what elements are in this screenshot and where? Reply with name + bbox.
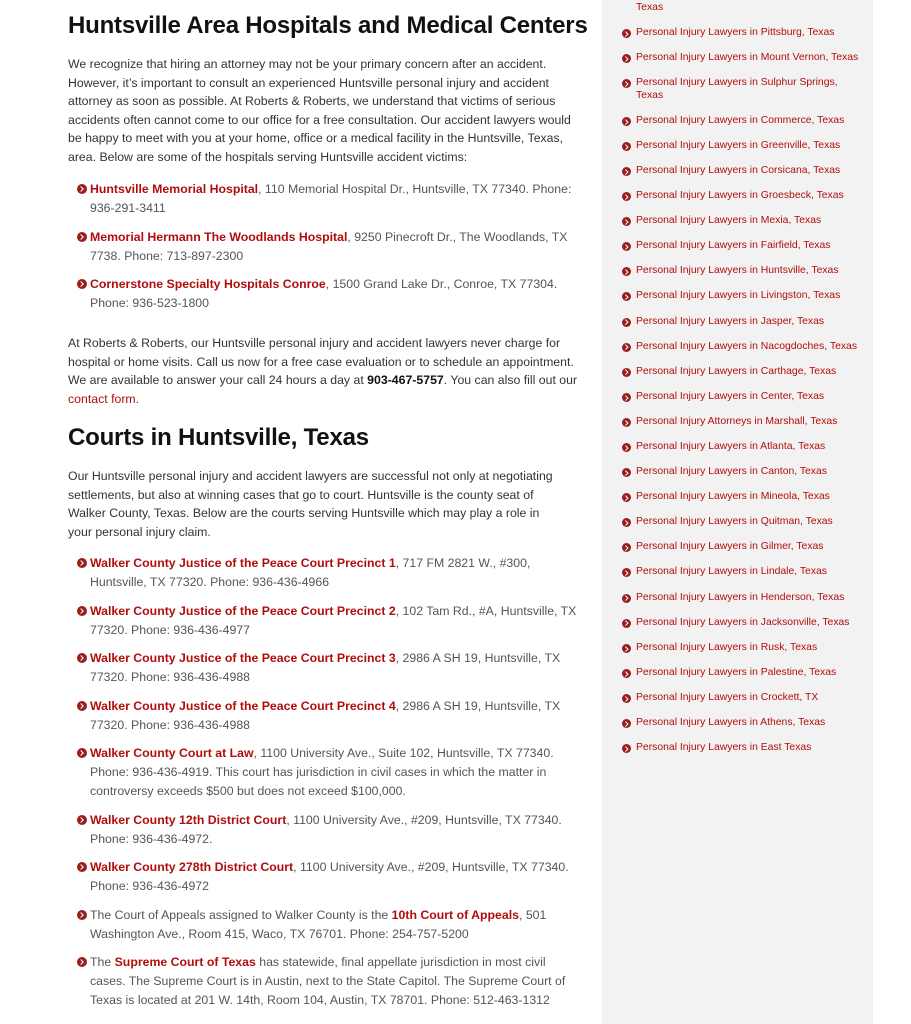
- sidebar-link[interactable]: [622, 391, 862, 404]
- hospital-link[interactable]: Memorial Hermann The Woodlands Hospital: [90, 229, 348, 244]
- sidebar-link-label: Personal Injury Lawyers in Nacogdoches, Texas: [636, 340, 858, 352]
- arrow-circle-icon: [622, 594, 631, 603]
- list-item: [68, 554, 580, 592]
- hospital-details: , 9250 Pinecroft Dr., The Woodlands, TX 7738. Phone: 713-897-2300: [90, 229, 568, 263]
- sidebar-link-label: Personal Injury Lawyers in Jasper, Texas: [636, 315, 825, 327]
- sidebar-link[interactable]: [622, 165, 862, 178]
- arrow-circle-icon: [622, 669, 631, 678]
- arrow-circle-icon: [622, 368, 631, 377]
- court-details: , 717 FM 2821 W., #300, Huntsville, TX 77320. Phone: 936-436-4966: [90, 556, 531, 589]
- sidebar-link[interactable]: [622, 491, 862, 504]
- arrow-circle-icon: [77, 606, 87, 616]
- arrow-circle-icon: [622, 79, 631, 88]
- list-item: [68, 953, 580, 1010]
- sidebar-link-label: Personal Injury Lawyers in Fairfield, Texas: [636, 240, 831, 252]
- sidebar-link[interactable]: [622, 366, 862, 379]
- list-item: [68, 602, 580, 640]
- sidebar-link[interactable]: [622, 27, 862, 40]
- arrow-circle-icon: [77, 279, 87, 289]
- sidebar-link-label: Personal Injury Lawyers in Quitman, Texas: [636, 516, 833, 528]
- court-link[interactable]: Walker County Court at Law: [90, 746, 254, 760]
- court-link[interactable]: Supreme Court of Texas: [114, 955, 256, 969]
- arrow-circle-icon: [622, 644, 631, 653]
- court-details: , 1100 University Ave., Suite 102, Huntsville, TX 77340. Phone: 936-436-4919. This court has jurisdiction in civil cases in which the matter in controversy exceeds $500 but does not exceed $100,000.: [90, 746, 554, 798]
- arrow-circle-icon: [77, 957, 87, 967]
- hospital-list: [68, 180, 580, 323]
- sidebar-link-label: Personal Injury Lawyers in Center, Texas: [636, 390, 825, 402]
- list-item: [68, 228, 580, 266]
- court-intro-text: The Court of Appeals assigned to Walker County is the: [90, 907, 392, 922]
- sidebar-link-label: Personal Injury Lawyers in Huntsville, Texas: [636, 265, 839, 277]
- sidebar-link-label: Personal Injury Lawyers in Rusk, Texas: [636, 641, 818, 653]
- sidebar-link[interactable]: [622, 316, 862, 329]
- sidebar-partial-item[interactable]: Texas: [636, 2, 664, 13]
- list-item: [68, 275, 580, 313]
- sidebar-link-label: Personal Injury Lawyers in Palestine, Texas: [636, 666, 837, 678]
- sidebar-link-label: Personal Injury Lawyers in Mexia, Texas: [636, 215, 822, 227]
- sidebar-link-label: Personal Injury Attorneys in Marshall, Texas: [636, 415, 838, 427]
- sidebar-link-label: Personal Injury Lawyers in Mount Vernon, Texas: [636, 52, 859, 64]
- contact-form-link[interactable]: contact form: [68, 391, 136, 406]
- arrow-circle-icon: [622, 217, 631, 226]
- arrow-circle-icon: [622, 192, 631, 201]
- arrow-circle-icon: [622, 518, 631, 527]
- arrow-circle-icon: [622, 694, 631, 703]
- arrow-circle-icon: [77, 862, 87, 872]
- sidebar-link[interactable]: [622, 667, 862, 680]
- sidebar-link[interactable]: [622, 441, 862, 454]
- sidebar-link[interactable]: [622, 265, 862, 278]
- sidebar-link[interactable]: [622, 617, 862, 630]
- court-details: , 1100 University Ave., #209, Huntsville, TX 77340. Phone: 936-436-4972: [90, 860, 569, 893]
- sidebar-link[interactable]: [622, 642, 862, 655]
- hospitals-closing: [68, 334, 578, 408]
- sidebar-link-label: Personal Injury Lawyers in Jacksonville, Texas: [636, 616, 850, 628]
- arrow-circle-icon: [622, 493, 631, 502]
- closing-text: At Roberts & Roberts, our Huntsville personal injury and accident lawyers never charge for hospital or home visits. Call us now for a free case evaluation or to schedule an appointment. We are available to answer your call 24 hours a day at: [68, 336, 574, 388]
- arrow-circle-icon: [77, 910, 87, 920]
- sidebar-link[interactable]: [622, 240, 862, 253]
- sidebar-link[interactable]: [622, 541, 862, 554]
- sidebar-link[interactable]: [622, 290, 862, 303]
- arrow-circle-icon: [77, 558, 87, 568]
- arrow-circle-icon: [77, 232, 87, 242]
- arrow-circle-icon: [77, 653, 87, 663]
- arrow-circle-icon: [622, 318, 631, 327]
- sidebar-link[interactable]: [622, 592, 862, 605]
- arrow-circle-icon: [622, 393, 631, 402]
- sidebar-link-label: Personal Injury Lawyers in Mineola, Texas: [636, 491, 830, 503]
- sidebar-link-label: Personal Injury Lawyers in Gilmer, Texas: [636, 541, 824, 553]
- list-item: [68, 697, 580, 735]
- arrow-circle-icon: [77, 701, 87, 711]
- phone-number[interactable]: 903-467-5757: [367, 373, 444, 388]
- court-link[interactable]: Walker County Justice of the Peace Court Precinct 2: [90, 603, 396, 618]
- sidebar-link-label: Personal Injury Lawyers in Corsicana, Texas: [636, 164, 841, 176]
- hospital-link[interactable]: Cornerstone Specialty Hospitals Conroe: [90, 277, 326, 291]
- closing-text-2: . You can also fill out our: [443, 373, 578, 388]
- arrow-circle-icon: [622, 468, 631, 477]
- sidebar-link-label: Personal Injury Lawyers in Greenville, Texas: [636, 139, 841, 151]
- sidebar-link[interactable]: [622, 566, 862, 579]
- arrow-circle-icon: [622, 29, 631, 38]
- sidebar-link[interactable]: [622, 215, 862, 228]
- sidebar-link-label: Personal Injury Lawyers in East Texas: [636, 742, 812, 754]
- court-link[interactable]: Walker County 278th District Court: [90, 860, 294, 874]
- sidebar-link-label: Personal Injury Lawyers in Athens, Texas: [636, 717, 826, 729]
- sidebar-link[interactable]: [622, 140, 862, 153]
- sidebar-link[interactable]: [622, 77, 862, 102]
- courts-heading: Courts in Huntsville, Texas: [68, 424, 369, 451]
- arrow-circle-icon: [622, 167, 631, 176]
- sidebar-link[interactable]: [622, 466, 862, 479]
- hospital-link[interactable]: Huntsville Memorial Hospital: [90, 182, 259, 196]
- court-details: , 2986 A SH 19, Huntsville, TX 77320. Phone: 936-436-4988: [90, 698, 561, 732]
- sidebar-link-label: Personal Injury Lawyers in Pittsburg, Texas: [636, 27, 835, 38]
- arrow-circle-icon: [622, 443, 631, 452]
- arrow-circle-icon: [622, 117, 631, 126]
- sidebar-link[interactable]: [622, 190, 862, 203]
- court-details: , 102 Tam Rd., #A, Huntsville, TX 77320. Phone: 936-436-4977: [90, 603, 577, 637]
- arrow-circle-icon: [622, 343, 631, 352]
- court-details: , 2986 A SH 19, Huntsville, TX 77320. Phone: 936-436-4988: [90, 651, 561, 684]
- list-item: [68, 744, 580, 801]
- closing-period: .: [135, 391, 140, 406]
- sidebar-link-label: Personal Injury Lawyers in Canton, Texas: [636, 466, 827, 478]
- sidebar-link-label: Personal Injury Lawyers in Commerce, Texas: [636, 114, 845, 126]
- sidebar-link[interactable]: [622, 341, 862, 354]
- location-links: [622, 27, 862, 767]
- sidebar-link[interactable]: [622, 52, 862, 65]
- arrow-circle-icon: [622, 242, 631, 251]
- list-item: [68, 906, 580, 944]
- hospital-details: , 110 Memorial Hospital Dr., Huntsville, TX 77340. Phone: 936-291-3411: [90, 182, 572, 215]
- sidebar-link[interactable]: [622, 416, 862, 429]
- court-intro-text: The: [90, 955, 115, 969]
- court-details: , 501 Washington Ave., Room 415, Waco, TX 76701. Phone: 254-757-5200: [90, 907, 547, 941]
- arrow-circle-icon: [622, 267, 631, 276]
- sidebar-link-label: Personal Injury Lawyers in Sulphur Springs, Texas: [636, 77, 838, 101]
- arrow-circle-icon: [622, 719, 631, 728]
- sidebar-link[interactable]: [622, 717, 862, 730]
- sidebar-link-label: Personal Injury Lawyers in Carthage, Texas: [636, 365, 837, 377]
- arrow-circle-icon: [622, 54, 631, 63]
- court-details: has statewide, final appellate jurisdiction in most civil cases. The Supreme Court is in Austin, next to the State Capitol. The Supreme Court of Texas is located at 201 W. 14th, Room 104, Austin, TX 78701. Phone: 512-463-1312: [90, 955, 566, 1007]
- court-link[interactable]: 10th Court of Appeals: [391, 907, 519, 922]
- list-item: [68, 811, 580, 849]
- court-details: , 1100 University Ave., #209, Huntsville, TX 77340. Phone: 936-436-4972.: [90, 812, 562, 846]
- court-link[interactable]: Walker County 12th District Court: [90, 812, 287, 827]
- hospitals-intro: We recognize that hiring an attorney may not be your primary concern after an accident. However, it’s important to consult an experienced Huntsville personal injury and accident attorney as soon as possible. At Roberts & Roberts, we understand that victims of serious accidents often cannot come to our office for a free consultation. Our accident lawyers would be happy to meet with you at your home, office or a medical facility in the Huntsville, Texas, area. Below are some of the hospitals serving Huntsville accident victims:: [68, 57, 571, 164]
- arrow-circle-icon: [622, 543, 631, 552]
- sidebar-link[interactable]: [622, 742, 862, 755]
- sidebar-link-label: Personal Injury Lawyers in Groesbeck, Texas: [636, 190, 844, 202]
- arrow-circle-icon: [622, 292, 631, 301]
- list-item: [68, 858, 580, 896]
- court-link[interactable]: Walker County Justice of the Peace Court Precinct 3: [90, 651, 396, 665]
- arrow-circle-icon: [77, 184, 87, 194]
- arrow-circle-icon: [77, 815, 87, 825]
- list-item: [68, 649, 580, 687]
- sidebar-link[interactable]: [622, 115, 862, 128]
- sidebar-link[interactable]: [622, 516, 862, 529]
- sidebar-link-label: Personal Injury Lawyers in Atlanta, Texas: [636, 441, 826, 452]
- sidebar-link-label: Personal Injury Lawyers in Lindale, Texas: [636, 566, 827, 578]
- courts-intro: Our Huntsville personal injury and accident lawyers are successful not only at negotiating settlements, but also at winning cases that go to court. Huntsville is the county seat of Walker County, Texas. Below are the courts serving Huntsville which may play a role in your personal injury claim.: [68, 469, 553, 539]
- sidebar-link[interactable]: [622, 692, 862, 705]
- sidebar-link-label: Personal Injury Lawyers in Crockett, TX: [636, 691, 819, 703]
- arrow-circle-icon: [622, 568, 631, 577]
- courts-list: [68, 554, 580, 1020]
- arrow-circle-icon: [77, 748, 87, 758]
- arrow-circle-icon: [622, 744, 631, 753]
- hospitals-heading: Huntsville Area Hospitals and Medical Centers: [68, 12, 588, 39]
- sidebar-link-label: Personal Injury Lawyers in Henderson, Texas: [636, 591, 845, 603]
- court-link[interactable]: Walker County Justice of the Peace Court Precinct 4: [90, 698, 396, 713]
- sidebar-link-label: Personal Injury Lawyers in Livingston, Texas: [636, 290, 841, 302]
- arrow-circle-icon: [622, 142, 631, 151]
- arrow-circle-icon: [622, 418, 631, 427]
- arrow-circle-icon: [622, 619, 631, 628]
- hospital-details: , 1500 Grand Lake Dr., Conroe, TX 77304. Phone: 936-523-1800: [90, 277, 558, 310]
- sidebar: [602, 0, 873, 1024]
- court-link[interactable]: Walker County Justice of the Peace Court Precinct 1: [90, 556, 396, 570]
- list-item: [68, 180, 580, 218]
